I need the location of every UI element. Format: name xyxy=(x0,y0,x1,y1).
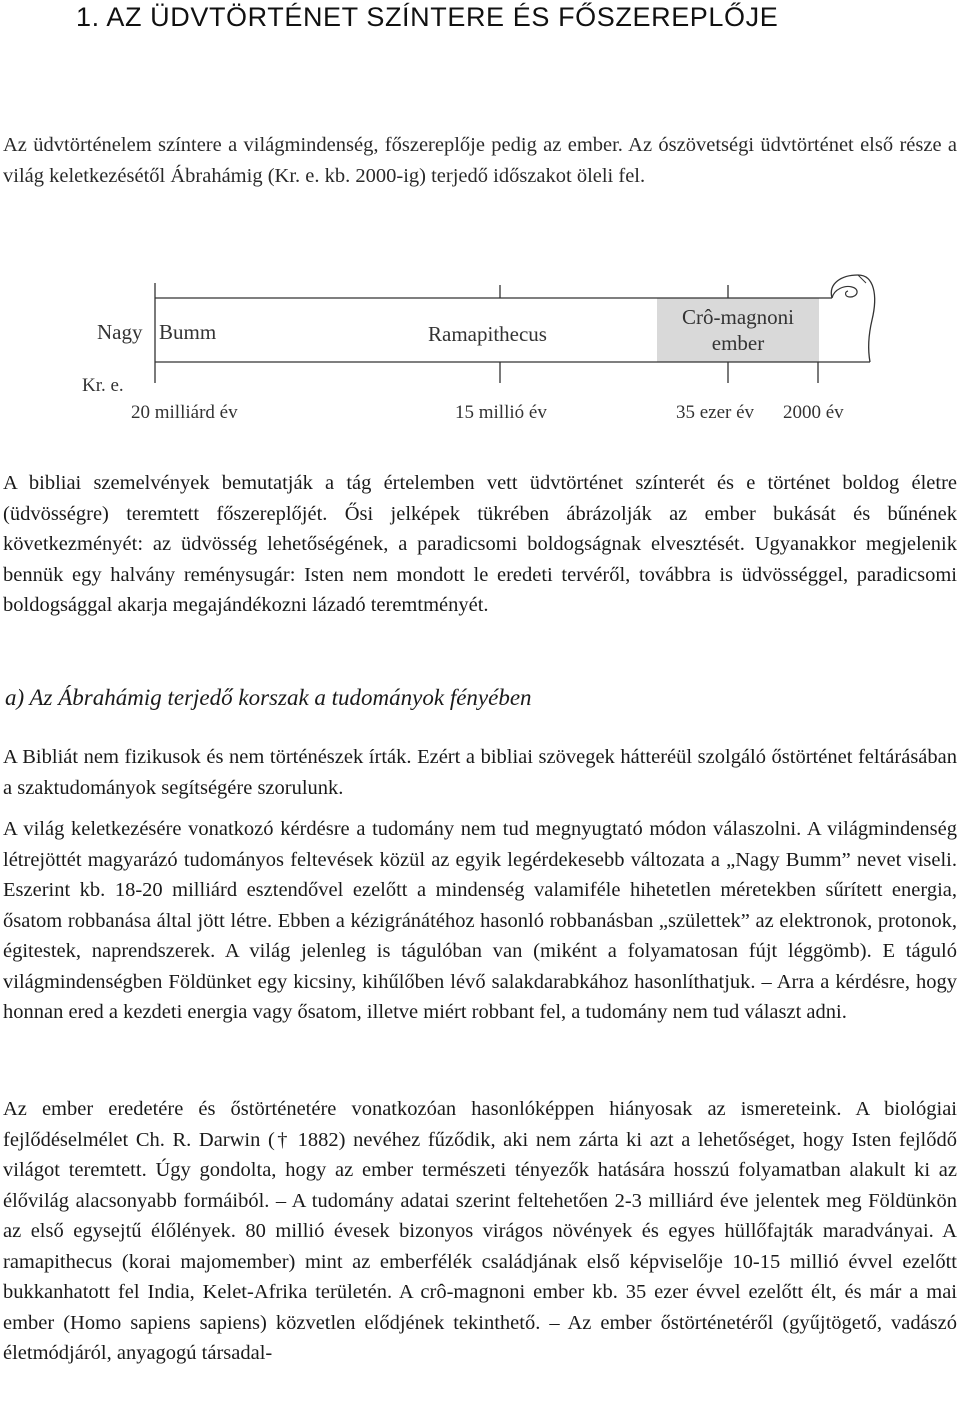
section-subheading: a) Az Ábrahámig terjedő korszak a tudományok fényében xyxy=(5,685,532,710)
time-label-1: 20 milliárd év xyxy=(131,402,238,423)
label-bumm: Bumm xyxy=(159,320,217,344)
paragraph-2: A Bibliát nem fizikusok és nem történészek írták. Ezért a bibliai szövegek hátteréül szolgáló őstörténet feltárásában a szaktudományok segítségére szorulunk. xyxy=(3,746,957,799)
scroll-curl xyxy=(831,275,874,362)
era-label: Kr. e. xyxy=(82,375,124,396)
scroll-inner-curl xyxy=(832,286,857,298)
label-ramapithecus: Ramapithecus xyxy=(428,322,547,346)
time-label-2: 15 millió év xyxy=(455,402,547,423)
time-label-4: 2000 év xyxy=(783,402,844,423)
label-cro-line2: ember xyxy=(711,331,765,355)
label-nagy: Nagy xyxy=(97,320,143,344)
timeline-diagram xyxy=(0,265,960,435)
label-cro-line1: Crô-magnoni xyxy=(682,305,794,329)
label-cro-magnon xyxy=(657,298,819,362)
paragraph-3: A világ keletkezésére vonatkozó kérdésre a tudomány nem tud megnyugtató módon válaszolni. A világmindenség létrejöttét magyarázó tudományos feltevések közül az egyik legérdekesebb változata a „Nagy Bumm” nevet viseli. Eszerint kb. 18-20 milliárd esztendővel ezelőtt a mindenség valamiféle hihetetlen méretekben sűrített energia, ősatom robbanása által jött létre. Ebben a kézigránátéhoz hasonló robbanásban „születtek” az elektronok, protonok, égitestek, naprendszerek. A világ jelenleg is tágulóban van (miként a folyamatosan fújt léggömb). E táguló világmindenségben Földünket egy kicsiny, kihűlőben lévő salakdarabkához hasonlíthatjuk. – Arra a kérdésre, hogy honnan ered a kezdeti energia vagy ősatom, illetve miért robbant fel, a tudomány nem tud választ adni. xyxy=(3,818,957,1023)
paragraph-1: A bibliai szemelvények bemutatják a tág értelemben vett üdvtörténet színterét és e történet boldog életre (üdvösségre) teremtett főszereplőjét. Ősi jelképek tükrében ábrázolják az ember bukását és bűnének következményét: az üdvösség lehetőségének, a paradicsomi boldogságnak elvesztését. Ugyanakkor megjelenik bennük egy halvány reménysugár: Isten nem mondott le eredeti tervéről, továbbra is üdvösséggel, paradicsomi boldogsággal akarja megajándékozni lázadó teremtményét. xyxy=(3,472,957,616)
chapter-heading: 1. AZ ÜDVTÖRTÉNET SZÍNTERE ÉS FŐSZEREPLŐJE xyxy=(76,2,779,32)
time-label-3: 35 ezer év xyxy=(676,402,755,423)
paragraph-4: Az ember eredetére és őstörténetére vonatkozóan hasonlóképpen hiányosak az ismereteink. A biológiai fejlődéselmélet Ch. R. Darwin († 1882) nevéhez fűződik, aki nem zárta ki azt a lehetőséget, hogy Isten fejlődő világot teremtett. Úgy gondolta, hogy az ember természeti tényezők hatására hosszú folyamatban alakult ki az élővilág alacsonyabb formáiból. – A tudomány adatai szerint feltehetően 2-3 milliárd éve jelentek meg Földünkön az első egysejtű élőlények. 80 millió évesek bizonyos virágos növények és egyes hüllőfajták maradványai. A ramapithecus (korai majomember) mint az emberfélék családjának első képviselője 10-15 millió évvel ezelőtt bukkanhatott fel India, Kelet-Afrika területén. A crô-magnoni ember kb. 35 ezer évvel ezelőtt élt, és már a mai ember (Homo sapiens sapiens) közvetlen elődjének tekinthető. – Az ember őstörténetéről (gyűjtögető, vadászó életmódjáról, anyagogú társadal- xyxy=(3,1098,957,1364)
intro-paragraph: Az üdvtörténelem színtere a világmindenség, főszereplője pedig az ember. Az ószövetségi üdvtörténet első része a világ keletkezésétől Ábrahámig (Kr. e. kb. 2000-ig) terjedő időszakot öleli fel. xyxy=(3,134,957,187)
